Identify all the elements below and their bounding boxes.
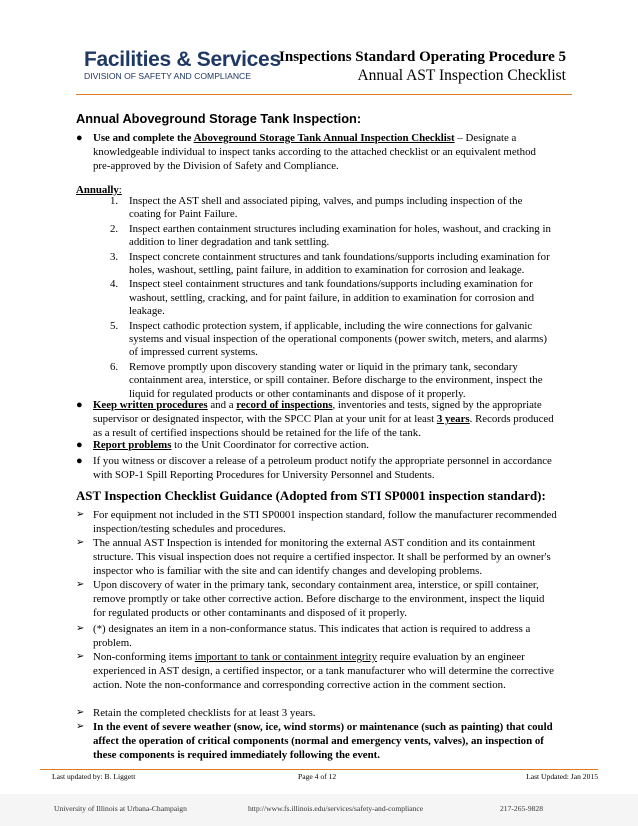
- guidance-text: (*) designates an item in a non-conformance status. This indicates that action is required to address a problem.: [93, 623, 531, 650]
- logo-title: Facilities & Services: [84, 48, 281, 71]
- list-item-text: Inspect earthen containment structures including examination for holes, washout, and cracking in addition to liner degradation and tank settling.: [129, 222, 551, 249]
- bullet-icon: ●: [76, 132, 83, 144]
- list-number: 2.: [110, 222, 119, 235]
- document-title: Inspections Standard Operating Procedure 5: [279, 49, 566, 65]
- guidance-item: [76, 706, 558, 720]
- guidance-text: Non-conforming items: [93, 651, 195, 663]
- list-number: 5.: [110, 319, 119, 332]
- list-item: [110, 361, 556, 401]
- guidance-text: Upon discovery of water in the primary tank, secondary containment area, interstice, or spill container, remove promptly or take other corrective action. Before discharge to the environment, inspect the liquid for regulated products or other contaminants and disposed of it properly.: [93, 579, 545, 620]
- list-number: 4.: [110, 278, 119, 291]
- annually-colon: :: [118, 184, 122, 196]
- bullet-icon: ●: [76, 455, 83, 467]
- arrow-bullet-icon: ➢: [76, 537, 85, 548]
- list-item-text: Inspect concrete containment structures and tank foundations/supports including examination for holes, washout, settling, paint failure, in addition to examination for corrosion and leakage.: [129, 250, 550, 277]
- list-item: [110, 251, 556, 278]
- list-item: [110, 223, 556, 250]
- guidance-text: In the event of severe weather (snow, ice, wind storms) or maintenance (such as painting) that could affect the operation of critical components (normal and emergency vents, valves), an inspection of these components is required immediately following the event.: [93, 721, 553, 762]
- bullet-lead: Use and complete the: [93, 132, 194, 144]
- bullet-use-checklist: [76, 131, 556, 174]
- header-divider: [76, 94, 572, 95]
- arrow-bullet-icon: ➢: [76, 707, 85, 718]
- arrow-bullet-icon: ➢: [76, 579, 85, 590]
- logo-subtitle: DIVISION OF SAFETY AND COMPLIANCE: [84, 71, 251, 81]
- university-name: University of Illinois at Urbana-Champaign: [54, 804, 187, 813]
- list-item-text: Inspect cathodic protection system, if applicable, including the wire connections for galvanic systems and visual inspection of the operational components (power switch, meters, and alarms) of impressed current systems.: [129, 319, 547, 359]
- arrow-bullet-icon: ➢: [76, 623, 85, 634]
- list-item: [110, 278, 556, 318]
- footer-updated-by: Last updated by: B. Liggett: [52, 772, 136, 781]
- bullet-text: . Records produced as a result of certified inspections should be retained for the life of the tank.: [93, 413, 554, 440]
- bullet-release-notify: [76, 454, 556, 482]
- guidance-text: For equipment not included in the STI SP0001 inspection standard, follow the manufacturer recommended inspection/testing schedules and procedures.: [93, 509, 557, 536]
- guidance-text: require evaluation by an engineer experienced in AST design, a certified inspector, or a tank manufacturer who will determine the corrective action. Note the non-conformance and corresponding corrective action in the comment section.: [93, 651, 554, 692]
- list-item-text: Remove promptly upon discovery standing water or liquid in the primary tank, secondary containment area, interstice, or spill container. Before discharge to the environment, inspect the liquid for regulated products or other contaminants and dispose of it properly.: [129, 360, 543, 400]
- bullet-icon: ●: [76, 439, 83, 451]
- list-item: [110, 195, 556, 222]
- retention-years: 3 years: [436, 413, 470, 426]
- inspections-record-link[interactable]: record of inspections: [236, 399, 333, 411]
- bullet-text: – Designate a knowledgeable individual to inspect tanks according to the attached checklist or an equivalent method pre-approved by the Division of Safety and Compliance.: [93, 132, 536, 173]
- bullet-keep-records: [76, 398, 556, 441]
- footer-divider: [40, 769, 598, 770]
- phone-number: 217-265-9828: [500, 804, 544, 813]
- guidance-heading: AST Inspection Checklist Guidance (Adopted from STI SP0001 inspection standard):: [76, 489, 546, 503]
- bullet-text: , inventories and tests, signed by the appropriate supervisor or designated inspector, with the SPCC Plan at your unit for at least: [93, 399, 542, 426]
- report-problems-link[interactable]: Report problems: [93, 439, 172, 451]
- list-item-text: Inspect the AST shell and associated piping, valves, and pumps including inspection of the coating for Paint Failure.: [129, 195, 523, 221]
- procedures-link[interactable]: Keep written procedures: [93, 399, 208, 411]
- list-number: 6.: [110, 360, 119, 373]
- bullet-text: and a: [207, 399, 237, 411]
- annual-inspection-list: [110, 195, 556, 402]
- guidance-text: The annual AST Inspection is intended for monitoring the external AST condition and its containment structure. This visual inspection does not require a certified inspector. It shall be performed by an owner's inspector who is familiar with the site and can identify changes and developing problems.: [93, 537, 551, 578]
- arrow-bullet-icon: ➢: [76, 651, 85, 662]
- website-url[interactable]: http://www.fs.illinois.edu/services/safety-and-compliance: [248, 804, 424, 813]
- annually-label-text: Annually: [76, 184, 119, 196]
- footer-last-updated: Last Updated: Jan 2015: [526, 772, 598, 781]
- arrow-bullet-icon: ➢: [76, 509, 85, 520]
- bullet-text: If you witness or discover a release of a petroleum product notify the appropriate personnel in accordance with SOP-1 Spill Reporting Procedures for University Personnel and Students.: [93, 455, 552, 482]
- list-item-text: Inspect steel containment structures and tank foundations/supports including examination for washout, settling, cracking, and for paint failure, in addition to examination for corrosion and leakage.: [129, 278, 535, 318]
- bullet-text: to the Unit Coordinator for corrective action.: [171, 439, 369, 451]
- integrity-link[interactable]: important to tank or containment integrity: [194, 651, 377, 663]
- arrow-bullet-icon: ➢: [76, 721, 85, 732]
- page-number: Page 4 of 12: [298, 772, 337, 781]
- section-heading: Annual Aboveground Storage Tank Inspection:: [76, 111, 362, 126]
- guidance-item: [76, 508, 558, 536]
- guidance-text: Retain the completed checklists for at least 3 years.: [93, 707, 316, 719]
- list-number: 1.: [110, 195, 119, 207]
- guidance-item: [76, 536, 558, 579]
- checklist-link[interactable]: Aboveground Storage Tank Annual Inspection Checklist: [193, 132, 455, 144]
- document-subtitle: Annual AST Inspection Checklist: [357, 67, 566, 84]
- guidance-item: [76, 578, 558, 621]
- guidance-item: [76, 720, 558, 763]
- list-number: 3.: [110, 250, 119, 263]
- bullet-report-problems: [76, 438, 556, 452]
- guidance-item: [76, 622, 558, 650]
- list-item: [110, 320, 556, 360]
- bullet-icon: ●: [76, 399, 83, 411]
- guidance-item: [76, 650, 558, 693]
